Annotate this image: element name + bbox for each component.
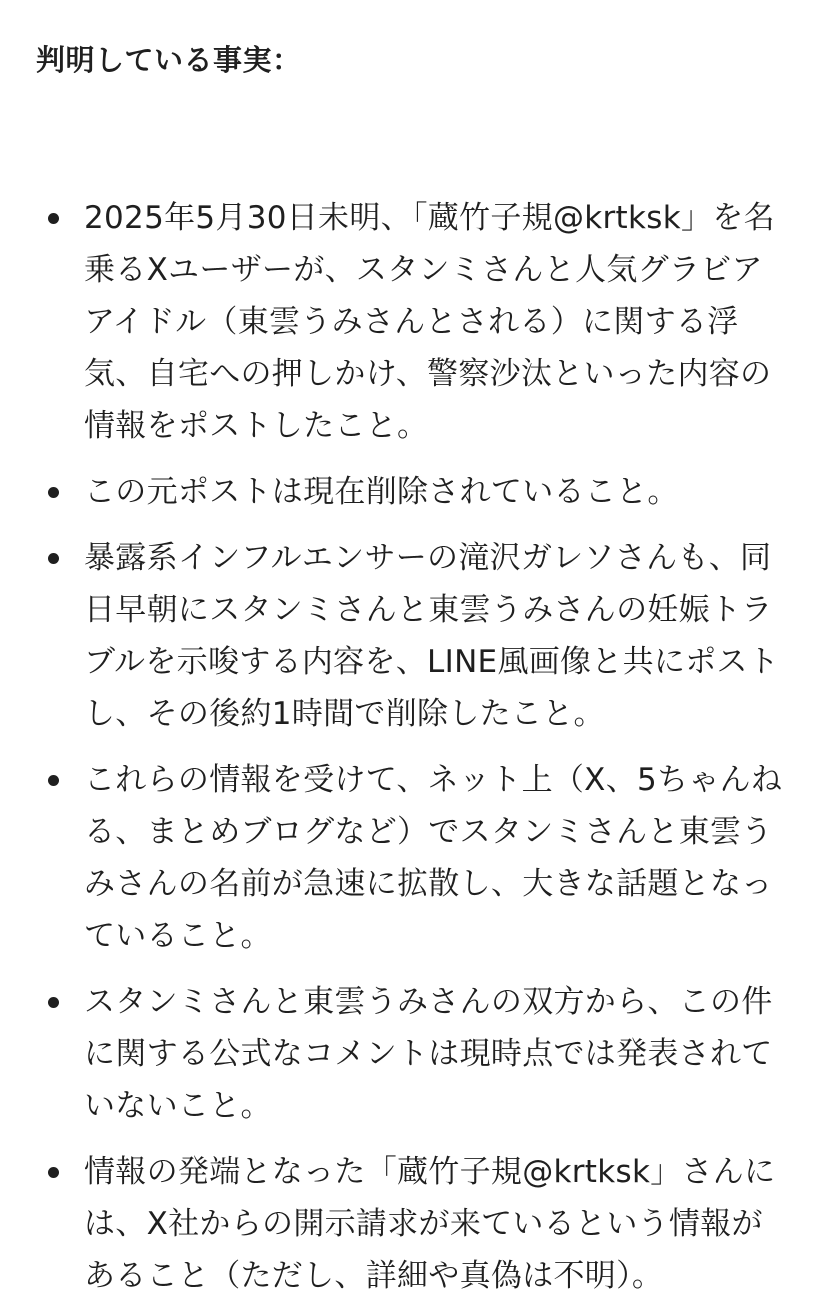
facts-list [36, 192, 788, 1302]
bullet-icon [48, 775, 59, 786]
fact-text: 情報の発端となった「蔵竹子規@krtksk」さんには、X社からの開示請求が来ているという情報があること（ただし、詳細や真偽は不明）。 [84, 1154, 776, 1294]
bullet-icon [48, 997, 59, 1008]
fact-list-item [36, 192, 788, 452]
fact-text: これらの情報を受けて、ネット上（X、5ちゃんねる、まとめブログなど）でスタンミさんと東雲うみさんの名前が急速に拡散し、大きな話題となっていること。 [84, 762, 783, 954]
fact-text: この元ポストは現在削除されていること。 [84, 474, 679, 510]
bullet-icon [48, 1167, 59, 1178]
fact-list-item [36, 1146, 788, 1302]
fact-text: 2025年5月30日未明、「蔵竹子規@krtksk」を名乗るXユーザーが、スタンミさんと人気グラビアアイドル（東雲うみさんとされる）に関する浮気、自宅への押しかけ、警察沙汰といった内容の情報をポストしたこと。 [84, 200, 775, 444]
bullet-icon [48, 213, 59, 224]
fact-list-item [36, 466, 788, 518]
bullet-icon [48, 553, 59, 564]
fact-list-item [36, 754, 788, 962]
section-heading: 判明している事実： [36, 43, 302, 77]
bullet-icon [48, 487, 59, 498]
fact-text: スタンミさんと東雲うみさんの双方から、この件に関する公式なコメントは現時点では発表されていないこと。 [84, 984, 773, 1124]
fact-list-item [36, 976, 788, 1132]
fact-text: 暴露系インフルエンサーの滝沢ガレソさんも、同日早朝にスタンミさんと東雲うみさんの妊娠トラブルを示唆する内容を、LINE風画像と共にポストし、その後約1時間で削除したこと。 [84, 540, 780, 732]
fact-list-item [36, 532, 788, 740]
